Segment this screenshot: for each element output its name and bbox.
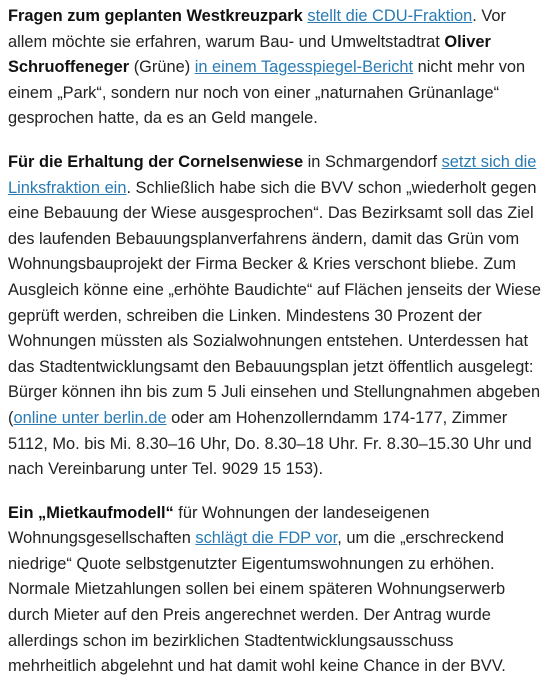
text-segment: in Schmargendorf <box>303 152 442 171</box>
text-segment: . Vor allem möchte sie erfahren, warum Bau- und Umweltstadtrat <box>8 7 506 51</box>
name-schruoffeneger: Oliver Schruoffeneger <box>8 32 491 77</box>
text-segment: für Wohnungen der landeseigenen Wohnungsgesellschaften <box>8 503 430 548</box>
text-segment: oder am Hohenzollerndamm 174-177, Zimmer 5112, Mo. bis Mi. 8.30–16 Uhr, Do. 8.30–18 Uhr. Fr. 8.30–15.30 Uhr und nach Vereinbarung unter Tel. 9029 15 153). <box>8 408 532 479</box>
text-segment: , um die „erschreckend niedrige“ Quote selbstgenutzter Eigentumswohnungen zu erhöhen. Normale Mietzahlungen sollen bei einem späteren Wohnungserwerb durch Mieter auf den Preis angerechnet werden. Der Antrag wurde allerdings schon im bezirklichen Stadtentwicklungsausschuss mehrheitlich abgelehnt und hat damit wohl keine Chance in der BVV. <box>8 529 506 676</box>
paragraph-cornelsenwiese <box>8 150 541 483</box>
link-cdu-fraktion[interactable]: stellt die CDU-Fraktion <box>307 7 473 25</box>
text-segment: . Schließlich habe sich die BVV schon „wiederholt gegen eine Bebauung der Wiese ausgesprochen“. Das Bezirksamt soll das Ziel des laufenden Bebauungsplanverfahrens ändern, damit das Grün vom Wohnungsbauprojekt der Firma Becker & Kries verschont bliebe. Zum Ausgleich könne eine „erhöhte Baudichte“ auf Flächen jenseits der Wiese geprüft werden, schreiben die Linken. Mindestens 30 Prozent der Wohnungen müssten als Sozialwohnungen entstehen. Unterdessen hat das Stadtentwicklungsamt den Bebauungsplan jetzt öffentlich ausgelegt: Bürger können ihn bis zum 5 Juli einsehen und Stellungnahmen abgeben ( <box>8 178 542 427</box>
link-berlin-de[interactable]: online unter berlin.de <box>13 408 167 427</box>
link-fdp[interactable]: schlägt die FDP vor <box>195 529 338 548</box>
paragraph-westkreuzpark <box>8 4 541 132</box>
text-segment: (Grüne) <box>129 58 195 77</box>
lead-westkreuzpark: Fragen zum geplanten Westkreuzpark <box>8 7 303 25</box>
paragraph-mietkaufmodell <box>8 501 541 680</box>
link-tagesspiegel-bericht[interactable]: in einem Tagesspiegel-Bericht <box>194 58 414 77</box>
text-segment: nicht mehr von einem „Park“, sondern nur noch von einer „naturnahen Grünanlage“ gesprochen hatte, da es an Geld mangele. <box>8 58 526 128</box>
lead-cornelsenwiese: Für die Erhaltung der Cornelsenwiese <box>8 152 304 171</box>
lead-mietkaufmodell: Ein „Mietkaufmodell“ <box>8 503 174 522</box>
link-linksfraktion[interactable]: setzt sich die Linksfraktion ein <box>8 152 537 197</box>
